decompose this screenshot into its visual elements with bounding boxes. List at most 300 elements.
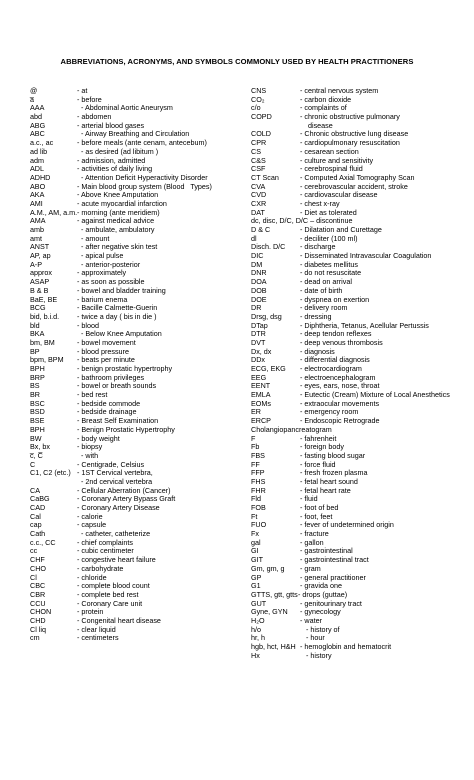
- abbreviation-entry: [251, 87, 461, 96]
- abbreviation-term: DAT: [251, 207, 265, 217]
- abbreviation-definition: - Coronary Artery Bypass Graft: [77, 494, 176, 504]
- abbreviation-definition: - electroencephalogram: [296, 372, 376, 382]
- abbreviation-term: Drsg, dsg: [251, 311, 282, 321]
- abbreviation-entry: [30, 226, 235, 235]
- abbreviation-term: DIC: [251, 251, 264, 261]
- abbreviation-definition: - complete blood count: [77, 581, 150, 591]
- abbreviation-term: CT Scan: [251, 172, 279, 182]
- abbreviation-term: DDx: [251, 355, 265, 365]
- abbreviation-term: D & C: [251, 225, 271, 234]
- abbreviation-definition: - clear liquid: [77, 624, 116, 634]
- abbreviation-term: hgb, hct, H&H: [251, 642, 296, 651]
- abbreviation-definition: - gastrointestinal tract: [296, 555, 369, 565]
- abbreviation-term: GUT: [251, 598, 267, 608]
- abbreviation-term: CSF: [251, 164, 266, 174]
- abbreviation-definition: - acute myocardial infarction: [77, 198, 167, 208]
- abbreviation-term: Fld: [251, 494, 261, 504]
- abbreviation-term: ER: [251, 407, 261, 417]
- abbreviation-term: cc: [30, 546, 38, 556]
- abbreviation-entry: [30, 626, 235, 635]
- abbreviation-entry: [30, 243, 235, 252]
- abbreviation-term: BPH: [30, 424, 45, 434]
- abbreviation-definition: - complete bed rest: [77, 589, 139, 599]
- abbreviation-term: CO₂: [251, 94, 265, 104]
- abbreviation-definition: - hemoglobin and hematocrit: [296, 642, 392, 651]
- abbreviation-entry: [251, 296, 461, 305]
- abbreviation-definition: - Main blood group system (Blood Types): [77, 181, 212, 191]
- abbreviation-term: CHD: [30, 615, 46, 625]
- abbreviation-term: Cl: [30, 572, 37, 582]
- abbreviation-term: CCU: [30, 598, 46, 608]
- abbreviation-definition: - deep tendon reflexes: [296, 329, 372, 339]
- abbreviation-term: CVA: [251, 181, 266, 191]
- abbreviation-term: AP, ap: [30, 251, 51, 261]
- abbreviation-term: @: [30, 86, 38, 95]
- abbreviation-definition: - chief complaints: [77, 537, 133, 547]
- abbreviation-definition: - barium enema: [77, 294, 128, 304]
- abbreviation-term: B & B: [30, 285, 49, 295]
- abbreviation-entry: [251, 626, 461, 635]
- abbreviation-term: amb: [30, 225, 44, 234]
- abbreviation-term: Fb: [251, 442, 260, 452]
- abbreviation-term: G1: [251, 581, 261, 591]
- abbreviation-term: ANST: [30, 242, 50, 252]
- abbreviation-term: Fx: [251, 529, 259, 539]
- abbreviation-term: GIT: [251, 555, 263, 565]
- abbreviation-definition: - gastrointestinal: [296, 546, 353, 556]
- abbreviation-term: CBC: [30, 581, 46, 591]
- abbreviation-definition: - blood pressure: [77, 346, 129, 356]
- abbreviation-term: ABG: [30, 120, 46, 130]
- abbreviation-definition: - discharge: [296, 242, 336, 252]
- abbreviation-entry: [251, 521, 461, 530]
- abbreviation-definition: - fetal heart rate: [296, 485, 351, 495]
- abbreviation-entry: [251, 278, 461, 287]
- abbreviation-definition: - carbon dioxide: [296, 94, 352, 104]
- abbreviation-entry: [30, 339, 235, 348]
- abbreviation-term: adm: [30, 155, 44, 165]
- abbreviation-definition: - capsule: [77, 520, 107, 530]
- abbreviation-term: c̅, C̅: [30, 450, 43, 460]
- abbreviation-definition: - Abdominal Aortic Aneurysm: [77, 103, 173, 113]
- abbreviation-definition: - Diet as tolerated: [296, 207, 357, 217]
- abbreviation-term: BP: [30, 346, 40, 356]
- abbreviation-term: FHR: [251, 485, 266, 495]
- abbreviation-entry: [251, 269, 461, 278]
- abbreviation-term: Gm, gm, g: [251, 563, 285, 573]
- abbreviation-entry: [251, 339, 461, 348]
- abbreviation-term: BR: [30, 390, 40, 400]
- abbreviation-definition: - Disseminated Intravascular Coagulation: [296, 251, 432, 261]
- abbreviation-term: EMLA: [251, 390, 271, 400]
- abbreviation-term: GTTS, gtt, gtts: [251, 589, 298, 599]
- abbreviation-term: FFP: [251, 468, 265, 478]
- abbreviation-entry: [251, 191, 461, 200]
- abbreviation-definition: - fever of undetermined origin: [296, 520, 394, 530]
- abbreviation-term: amt: [30, 233, 42, 243]
- abbreviation-definition: - delivery room: [296, 303, 348, 313]
- abbreviation-definition: - approximately: [77, 268, 127, 278]
- abbreviation-term: C&S: [251, 155, 266, 165]
- abbreviation-definition: - Endoscopic Retrograde: [296, 416, 380, 426]
- abbreviation-entry: [30, 313, 235, 322]
- abbreviation-term: CAD: [30, 503, 46, 512]
- abbreviation-entry: [30, 443, 235, 452]
- abbreviation-term: ECG, EKG: [251, 364, 286, 373]
- abbreviation-term: Bx, bx: [30, 442, 50, 452]
- abbreviation-entry: [251, 574, 461, 583]
- abbreviation-definition: - emergency room: [296, 407, 359, 417]
- abbreviation-definition: - complaints of: [296, 103, 347, 113]
- abbreviation-term: CNS: [251, 86, 267, 95]
- abbreviation-definition: - Dilatation and Curettage: [296, 225, 382, 234]
- abbreviation-term: CVD: [251, 190, 267, 200]
- abbreviation-entry: [251, 435, 461, 444]
- abbreviation-term: CHO: [30, 563, 46, 573]
- abbreviation-term: approx: [30, 268, 52, 278]
- abbreviation-term: h/o: [251, 624, 261, 634]
- abbreviation-entry: [251, 617, 461, 626]
- abbreviation-definition: - carbohydrate: [77, 563, 124, 573]
- abbreviation-definition: - hour: [296, 633, 325, 643]
- abbreviation-definition: - diagnosis: [296, 346, 335, 356]
- abbreviation-term: BW: [30, 433, 42, 443]
- abbreviation-definition: - Coronary Care unit: [77, 598, 143, 608]
- abbreviation-definition: - protein: [77, 607, 104, 617]
- abbreviation-definition: - fetal heart sound: [296, 476, 358, 486]
- abbreviation-definition: - fresh frozen plasma: [296, 468, 368, 478]
- abbreviation-term: CPR: [251, 138, 267, 148]
- abbreviation-term: A-P: [30, 259, 42, 269]
- abbreviation-entry: [251, 643, 461, 652]
- abbreviation-definition: - foot of bed: [296, 503, 339, 512]
- abbreviation-entry: [251, 652, 461, 661]
- abbreviation-entry: [251, 426, 461, 435]
- abbreviation-entry: [251, 452, 461, 461]
- abbreviation-term: Disch. D/C: [251, 242, 286, 252]
- abbreviation-term: BSD: [30, 407, 45, 417]
- abbreviation-term: ASAP: [30, 277, 50, 287]
- abbreviation-term: Cholangiopancreatogram: [251, 424, 332, 434]
- abbreviation-term: Gyne, GYN: [251, 607, 288, 617]
- abbreviation-entry: [30, 382, 235, 391]
- abbreviation-definition: - 1ST Cervical vertebra,: [77, 468, 153, 478]
- abbreviation-definition: - gravida one: [296, 581, 342, 591]
- abbreviation-entry: [30, 435, 235, 444]
- abbreviation-definition: - chloride: [77, 572, 107, 582]
- abbreviation-definition: - dyspnea on exertion: [296, 294, 370, 304]
- abbreviation-entry: [30, 104, 235, 113]
- abbreviation-definition: - twice a day ( bis in die ): [77, 311, 157, 321]
- abbreviation-definition: - fahrenheit: [296, 433, 337, 443]
- abbreviation-definition: - catheter, catheterize: [77, 529, 151, 539]
- abbreviation-definition: - bedside drainage: [77, 407, 137, 417]
- abbreviation-definition: - with: [77, 450, 99, 460]
- abbreviation-term: DNR: [251, 268, 267, 278]
- abbreviation-definition: - electrocardiogram: [296, 364, 362, 373]
- abbreviation-definition: - cubic centimeter: [77, 546, 134, 556]
- abbreviation-definition: - admission, admitted: [77, 155, 146, 165]
- abbreviation-definition: disease: [296, 120, 333, 130]
- abbreviation-entry: [251, 539, 461, 548]
- abbreviation-definition: - before: [77, 94, 102, 104]
- abbreviation-definition: - Breast Self Examination: [77, 416, 159, 426]
- abbreviation-entry: [30, 287, 235, 296]
- abbreviation-term: C: [30, 459, 36, 469]
- abbreviation-term: Cl liq: [30, 624, 46, 634]
- abbreviation-definition: - force fluid: [296, 459, 336, 469]
- abbreviation-term: ad lib: [30, 146, 48, 156]
- abbreviation-term: COLD: [251, 129, 271, 139]
- abbreviation-definition: - cardiopulmonary resuscitation: [296, 138, 400, 148]
- abbreviation-term: FBS: [251, 450, 265, 460]
- abbreviation-definition: - as desired (ad libitum ): [77, 146, 159, 156]
- abbreviation-definition: - do not resuscitate: [296, 268, 362, 278]
- abbreviation-term: c.c., CC: [30, 537, 56, 547]
- abbreviation-term: c/o: [251, 103, 261, 113]
- abbreviation-entry: [30, 600, 235, 609]
- abbreviation-term: Dx, dx: [251, 346, 272, 356]
- abbreviation-term: bm, BM: [30, 337, 55, 347]
- abbreviation-definition: - Centigrade, Celsius: [77, 459, 145, 469]
- abbreviation-definition: - dead on arrival: [296, 277, 352, 287]
- abbreviation-definition: - bowel and bladder training: [77, 285, 166, 295]
- abbreviation-definition: - differential diagnosis: [296, 355, 370, 365]
- abbreviation-term: ABO: [30, 181, 46, 191]
- abbreviation-definition: - water: [296, 615, 322, 625]
- abbreviation-term: BRP: [30, 372, 45, 382]
- abbreviation-term: A.M., AM, a.m.: [30, 207, 78, 217]
- abbreviation-entry: [251, 478, 461, 487]
- abbreviation-term: DOA: [251, 277, 267, 287]
- abbreviation-definition: - cerebrospinal fluid: [296, 164, 363, 174]
- abbreviation-definition: - general practitioner: [296, 572, 366, 582]
- abbreviation-definition: - bed rest: [77, 390, 108, 400]
- abbreviation-definition: - Chronic obstructive lung disease: [296, 129, 409, 139]
- abbreviation-term: FHS: [251, 476, 266, 486]
- abbreviation-entry: [251, 495, 461, 504]
- left-abbreviation-column: [30, 87, 235, 643]
- abbreviation-definition: - gynecology: [296, 607, 341, 617]
- abbreviation-entry: [30, 426, 235, 435]
- abbreviation-term: Cal: [30, 511, 41, 521]
- abbreviation-definition: - apical pulse: [77, 251, 124, 261]
- abbreviation-definition: - after negative skin test: [77, 242, 158, 252]
- abbreviation-definition: - beats per minute: [77, 355, 135, 365]
- abbreviation-term: DTR: [251, 329, 266, 339]
- abbreviation-term: ABC: [30, 129, 45, 139]
- abbreviation-definition: - against medical advice: [77, 216, 155, 226]
- abbreviation-definition: - at: [77, 86, 88, 95]
- abbreviation-term: H₂O: [251, 615, 265, 625]
- abbreviation-term: BSC: [30, 398, 45, 408]
- abbreviation-term: DR: [251, 303, 262, 313]
- abbreviation-entry: [30, 513, 235, 522]
- abbreviation-term: cm: [30, 633, 40, 643]
- abbreviation-entry: [30, 634, 235, 643]
- abbreviation-term: a̅: [30, 94, 34, 104]
- abbreviation-term: Cath: [30, 529, 46, 539]
- abbreviation-term: CaBG: [30, 494, 50, 504]
- abbreviation-entry: [251, 487, 461, 496]
- abbreviation-term: DM: [251, 259, 263, 269]
- abbreviation-term: BCG: [30, 303, 46, 313]
- abbreviation-definition: - congestive heart failure: [77, 555, 156, 565]
- abbreviation-term: DTap: [251, 320, 268, 330]
- abbreviation-term: AMA: [30, 216, 46, 226]
- abbreviation-definition: - anterior-posterior: [77, 259, 141, 269]
- abbreviation-definition: - foot, feet: [296, 511, 333, 521]
- abbreviation-term: DOE: [251, 294, 267, 304]
- abbreviation-definition: - deciliter (100 ml): [296, 233, 358, 243]
- abbreviation-definition: - benign prostatic hypertrophy: [77, 364, 173, 373]
- abbreviation-term: DVT: [251, 337, 266, 347]
- abbreviation-definition: - arterial blood gases: [77, 120, 145, 130]
- abbreviation-definition: - abdomen: [77, 112, 112, 122]
- abbreviation-entry: [30, 556, 235, 565]
- abbreviation-definition: - drops (guttae): [296, 589, 348, 599]
- abbreviation-definition: - fracture: [296, 529, 329, 539]
- abbreviation-definition: - Congenital heart disease: [77, 615, 161, 625]
- abbreviation-definition: - diabetes mellitus: [296, 259, 358, 269]
- abbreviation-term: hr, h: [251, 633, 265, 643]
- abbreviation-definition: - gram: [296, 563, 321, 573]
- abbreviation-term: Hx: [251, 650, 260, 660]
- abbreviation-definition: - bathroom privileges: [77, 372, 145, 382]
- abbreviation-term: CBR: [30, 589, 46, 599]
- abbreviation-definition: - Airway Breathing and Circulation: [77, 129, 190, 139]
- abbreviation-term: bpm, BPM: [30, 355, 64, 365]
- abbreviation-definition: - as soon as possible: [77, 277, 145, 287]
- abbreviation-definition: - morning (ante meridiem): [77, 207, 160, 217]
- abbreviation-definition: - fasting blood sugar: [296, 450, 366, 460]
- abbreviation-definition: - biopsy: [77, 442, 103, 452]
- abbreviation-term: a.c., ac: [30, 138, 54, 148]
- abbreviation-definition: - amount: [77, 233, 110, 243]
- abbreviation-term: GI: [251, 546, 259, 556]
- abbreviation-term: BSE: [30, 416, 45, 426]
- abbreviation-entry: [30, 504, 235, 513]
- abbreviation-term: BKA: [30, 329, 45, 339]
- abbreviation-definition: - chronic obstructive pulmonary: [296, 112, 400, 122]
- abbreviation-definition: - genitourinary tract: [296, 598, 362, 608]
- abbreviation-term: BPH: [30, 364, 45, 373]
- abbreviation-entry: [251, 608, 461, 617]
- abbreviation-definition: - 2nd cervical vertebra: [77, 476, 153, 486]
- abbreviation-definition: - activities of daily living: [77, 164, 153, 174]
- abbreviation-term: dc, disc, D/C, D/C – discontinue: [251, 216, 353, 226]
- abbreviation-term: CA: [30, 485, 40, 495]
- abbreviation-term: FOB: [251, 503, 266, 512]
- abbreviation-definition: - Diphtheria, Tetanus, Acellular Pertussis: [296, 320, 429, 330]
- abbreviation-definition: - Attention Deficit Hyperactivity Disorder: [77, 172, 208, 182]
- abbreviation-term: CHON: [30, 607, 52, 617]
- abbreviation-entry: [251, 304, 461, 313]
- abbreviation-term: gal: [251, 537, 261, 547]
- abbreviation-definition: - gallon: [296, 537, 324, 547]
- abbreviation-term: FF: [251, 459, 260, 469]
- abbreviation-term: EOMs: [251, 398, 271, 408]
- abbreviation-term: DOB: [251, 285, 267, 295]
- abbreviation-term: BS: [30, 381, 40, 391]
- abbreviation-entry: [30, 261, 235, 270]
- abbreviation-term: bld: [30, 320, 40, 330]
- abbreviation-term: BaE, BE: [30, 294, 58, 304]
- abbreviation-definition: - bedside commode: [77, 398, 141, 408]
- abbreviation-definition: - blood: [77, 320, 99, 330]
- abbreviation-definition: - date of birth: [296, 285, 343, 295]
- abbreviation-definition: - cesarean section: [296, 146, 359, 156]
- abbreviation-term: bid, b.i.d.: [30, 311, 60, 321]
- abbreviation-term: EEG: [251, 372, 267, 382]
- abbreviation-entry: [30, 565, 235, 574]
- abbreviation-definition: - Bacille Calmette-Guerin: [77, 303, 158, 313]
- abbreviation-definition: - calorie: [77, 511, 103, 521]
- abbreviation-term: GP: [251, 572, 262, 582]
- abbreviation-definition: - Computed Axial Tomography Scan: [296, 172, 415, 182]
- abbreviation-term: EENT: [251, 381, 271, 391]
- page-title: ABBREVIATIONS, ACRONYMS, AND SYMBOLS COMMONLY USED BY HEALTH PRACTITIONERS: [60, 57, 414, 66]
- abbreviation-term: dl: [251, 233, 257, 243]
- abbreviation-entry: [30, 87, 235, 96]
- abbreviation-definition: - centimeters: [77, 633, 119, 643]
- abbreviation-definition: - before meals (ante cenam, antecebum): [77, 138, 207, 148]
- abbreviation-term: ADL: [30, 164, 44, 174]
- abbreviation-definition: - Cellular Aberration (Cancer): [77, 485, 171, 495]
- abbreviation-definition: - ambulate, ambulatory: [77, 225, 155, 234]
- abbreviation-definition: - bowel or breath sounds: [77, 381, 157, 391]
- abbreviation-definition: - deep venous thrombosis: [296, 337, 383, 347]
- abbreviation-definition: - Benign Prostatic Hypertrophy: [77, 424, 175, 434]
- abbreviation-term: abd: [30, 112, 42, 122]
- abbreviation-term: CS: [251, 146, 261, 156]
- abbreviation-definition: - eyes, ears, nose, throat: [296, 381, 380, 391]
- abbreviation-term: FUO: [251, 520, 267, 530]
- abbreviation-definition: - culture and sensitivity: [296, 155, 374, 165]
- abbreviation-term: ERCP: [251, 416, 271, 426]
- abbreviation-definition: - Eutectic (Cream) Mixture of Local Anesthetics: [296, 390, 450, 400]
- abbreviation-definition: - history of: [296, 624, 340, 634]
- abbreviation-definition: - foreign body: [296, 442, 344, 452]
- right-abbreviation-column: [251, 87, 461, 660]
- abbreviation-term: CHF: [30, 555, 45, 565]
- abbreviation-definition: - fluid: [296, 494, 318, 504]
- abbreviation-definition: - cerebrovascular accident, stroke: [296, 181, 408, 191]
- abbreviation-entry: [251, 530, 461, 539]
- abbreviation-term: C1, C2 (etc.): [30, 468, 71, 478]
- abbreviation-definition: - Above Knee Amputation: [77, 190, 159, 200]
- abbreviation-definition: - chest x-ray: [296, 198, 340, 208]
- abbreviation-entry: [30, 617, 235, 626]
- abbreviation-term: Ft: [251, 511, 258, 521]
- abbreviation-term: ADHD: [30, 172, 51, 182]
- abbreviation-term: AKA: [30, 190, 45, 200]
- abbreviation-definition: - Below Knee Amputation: [77, 329, 162, 339]
- abbreviation-term: cap: [30, 520, 42, 530]
- abbreviation-definition: - central nervous system: [296, 86, 379, 95]
- abbreviation-definition: - extraocular movements: [296, 398, 380, 408]
- abbreviation-definition: - cardiovascular disease: [296, 190, 378, 200]
- abbreviation-definition: - bowel movement: [77, 337, 136, 347]
- abbreviation-term: F: [251, 433, 256, 443]
- abbreviation-definition: - body weight: [77, 433, 120, 443]
- abbreviation-entry: [251, 504, 461, 513]
- abbreviation-entry: [251, 96, 461, 105]
- abbreviation-term: AAA: [30, 103, 45, 113]
- abbreviation-definition: - history: [296, 650, 332, 660]
- abbreviation-term: AMI: [30, 198, 43, 208]
- abbreviation-term: CXR: [251, 198, 267, 208]
